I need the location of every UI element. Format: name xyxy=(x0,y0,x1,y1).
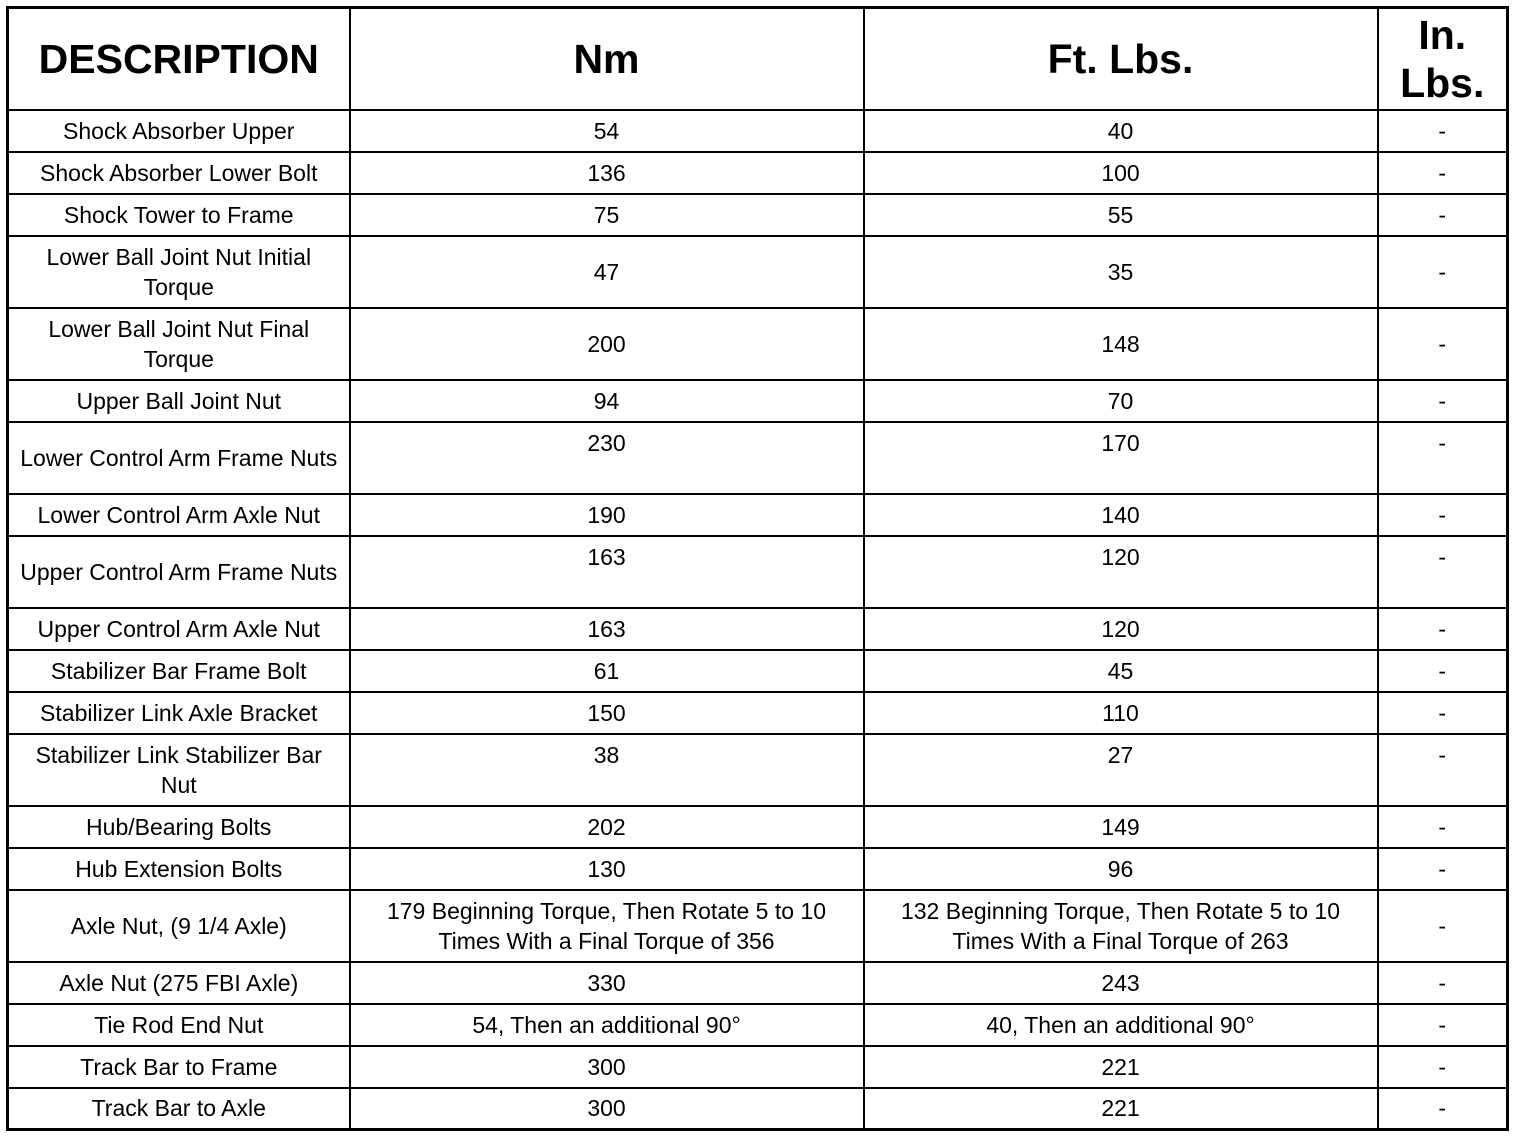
description-cell: Stabilizer Bar Frame Bolt xyxy=(8,650,350,692)
ft-lbs-cell: 221 xyxy=(864,1046,1378,1088)
in-lbs-cell: - xyxy=(1378,308,1508,380)
nm-cell: 150 xyxy=(350,692,864,734)
table-row xyxy=(8,848,1508,890)
table-row xyxy=(8,734,1508,806)
in-lbs-cell: - xyxy=(1378,1046,1508,1088)
in-lbs-cell: - xyxy=(1378,962,1508,1004)
nm-cell: 38 xyxy=(350,734,864,806)
ft-lbs-cell: 70 xyxy=(864,380,1378,422)
in-lbs-cell: - xyxy=(1378,890,1508,962)
description-cell: Axle Nut, (9 1/4 Axle) xyxy=(8,890,350,962)
in-lbs-cell: - xyxy=(1378,650,1508,692)
header-nm: Nm xyxy=(350,8,864,110)
in-lbs-cell: - xyxy=(1378,422,1508,494)
description-cell: Lower Control Arm Axle Nut xyxy=(8,494,350,536)
nm-cell: 179 Beginning Torque, Then Rotate 5 to 10 Times With a Final Torque of 356 xyxy=(350,890,864,962)
table-row xyxy=(8,380,1508,422)
description-cell: Upper Control Arm Frame Nuts xyxy=(8,536,350,608)
table-row xyxy=(8,536,1508,608)
ft-lbs-cell: 27 xyxy=(864,734,1378,806)
nm-cell: 190 xyxy=(350,494,864,536)
description-cell: Upper Control Arm Axle Nut xyxy=(8,608,350,650)
in-lbs-cell: - xyxy=(1378,848,1508,890)
table-row xyxy=(8,152,1508,194)
in-lbs-cell: - xyxy=(1378,152,1508,194)
table-row xyxy=(8,650,1508,692)
table-row xyxy=(8,1088,1508,1130)
table-row xyxy=(8,422,1508,494)
table-row xyxy=(8,1046,1508,1088)
header-in-lbs: In. Lbs. xyxy=(1378,8,1508,110)
table-row xyxy=(8,608,1508,650)
ft-lbs-cell: 100 xyxy=(864,152,1378,194)
description-cell: Shock Absorber Upper xyxy=(8,110,350,152)
in-lbs-cell: - xyxy=(1378,806,1508,848)
table-row xyxy=(8,236,1508,308)
in-lbs-cell: - xyxy=(1378,692,1508,734)
header-row xyxy=(8,8,1508,110)
description-cell: Lower Control Arm Frame Nuts xyxy=(8,422,350,494)
ft-lbs-cell: 243 xyxy=(864,962,1378,1004)
nm-cell: 200 xyxy=(350,308,864,380)
in-lbs-cell: - xyxy=(1378,236,1508,308)
description-cell: Hub Extension Bolts xyxy=(8,848,350,890)
nm-cell: 136 xyxy=(350,152,864,194)
nm-cell: 300 xyxy=(350,1046,864,1088)
header-description: DESCRIPTION xyxy=(8,8,350,110)
table-row xyxy=(8,692,1508,734)
nm-cell: 163 xyxy=(350,536,864,608)
in-lbs-cell: - xyxy=(1378,110,1508,152)
ft-lbs-cell: 140 xyxy=(864,494,1378,536)
in-lbs-cell: - xyxy=(1378,734,1508,806)
description-cell: Shock Tower to Frame xyxy=(8,194,350,236)
description-cell: Axle Nut (275 FBI Axle) xyxy=(8,962,350,1004)
ft-lbs-cell: 149 xyxy=(864,806,1378,848)
ft-lbs-cell: 45 xyxy=(864,650,1378,692)
nm-cell: 54, Then an additional 90° xyxy=(350,1004,864,1046)
nm-cell: 47 xyxy=(350,236,864,308)
torque-spec-table xyxy=(6,6,1509,1131)
description-cell: Lower Ball Joint Nut Final Torque xyxy=(8,308,350,380)
nm-cell: 163 xyxy=(350,608,864,650)
nm-cell: 130 xyxy=(350,848,864,890)
nm-cell: 54 xyxy=(350,110,864,152)
ft-lbs-cell: 132 Beginning Torque, Then Rotate 5 to 10 Times With a Final Torque of 263 xyxy=(864,890,1378,962)
ft-lbs-cell: 148 xyxy=(864,308,1378,380)
description-cell: Upper Ball Joint Nut xyxy=(8,380,350,422)
in-lbs-cell: - xyxy=(1378,194,1508,236)
nm-cell: 75 xyxy=(350,194,864,236)
ft-lbs-cell: 40 xyxy=(864,110,1378,152)
description-cell: Tie Rod End Nut xyxy=(8,1004,350,1046)
ft-lbs-cell: 120 xyxy=(864,608,1378,650)
description-cell: Shock Absorber Lower Bolt xyxy=(8,152,350,194)
description-cell: Stabilizer Link Stabilizer Bar Nut xyxy=(8,734,350,806)
description-cell: Stabilizer Link Axle Bracket xyxy=(8,692,350,734)
description-cell: Track Bar to Axle xyxy=(8,1088,350,1130)
in-lbs-cell: - xyxy=(1378,608,1508,650)
ft-lbs-cell: 120 xyxy=(864,536,1378,608)
nm-cell: 94 xyxy=(350,380,864,422)
table-row xyxy=(8,890,1508,962)
ft-lbs-cell: 96 xyxy=(864,848,1378,890)
in-lbs-cell: - xyxy=(1378,536,1508,608)
ft-lbs-cell: 170 xyxy=(864,422,1378,494)
table-row xyxy=(8,494,1508,536)
ft-lbs-cell: 221 xyxy=(864,1088,1378,1130)
table-row xyxy=(8,962,1508,1004)
header-ft-lbs: Ft. Lbs. xyxy=(864,8,1378,110)
in-lbs-cell: - xyxy=(1378,1088,1508,1130)
nm-cell: 61 xyxy=(350,650,864,692)
nm-cell: 202 xyxy=(350,806,864,848)
nm-cell: 330 xyxy=(350,962,864,1004)
ft-lbs-cell: 55 xyxy=(864,194,1378,236)
table-row xyxy=(8,1004,1508,1046)
nm-cell: 230 xyxy=(350,422,864,494)
in-lbs-cell: - xyxy=(1378,1004,1508,1046)
table-row xyxy=(8,194,1508,236)
in-lbs-cell: - xyxy=(1378,380,1508,422)
in-lbs-cell: - xyxy=(1378,494,1508,536)
description-cell: Track Bar to Frame xyxy=(8,1046,350,1088)
ft-lbs-cell: 35 xyxy=(864,236,1378,308)
description-cell: Lower Ball Joint Nut Initial Torque xyxy=(8,236,350,308)
ft-lbs-cell: 40, Then an additional 90° xyxy=(864,1004,1378,1046)
description-cell: Hub/Bearing Bolts xyxy=(8,806,350,848)
table-row xyxy=(8,308,1508,380)
table-row xyxy=(8,110,1508,152)
ft-lbs-cell: 110 xyxy=(864,692,1378,734)
nm-cell: 300 xyxy=(350,1088,864,1130)
table-row xyxy=(8,806,1508,848)
